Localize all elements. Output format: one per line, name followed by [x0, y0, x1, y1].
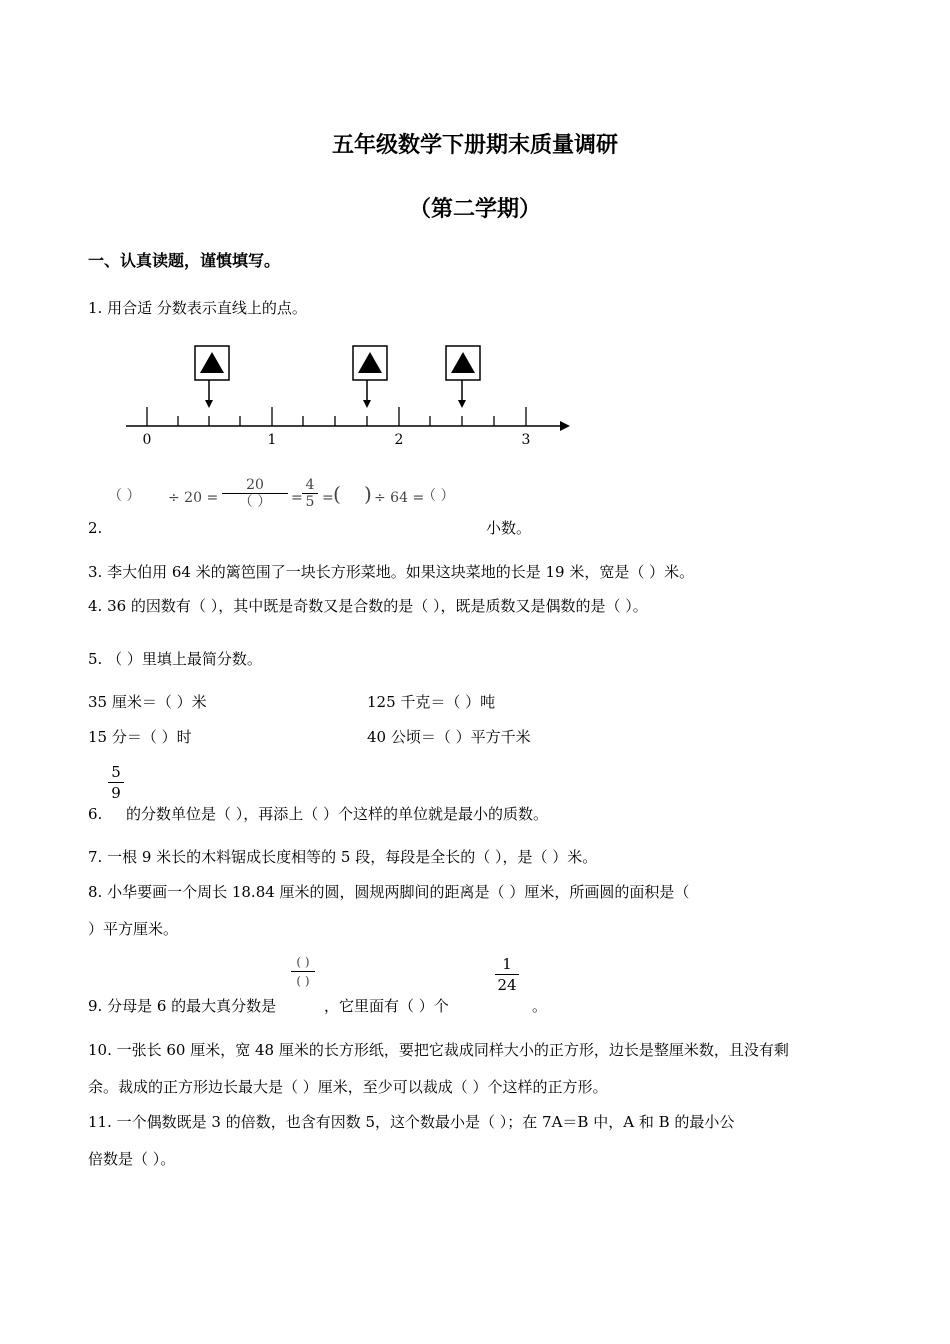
q5-item-3: 15 分＝（ ）时 [88, 728, 192, 746]
marker-box-1 [195, 346, 229, 408]
question-1: 1. 用合适 分数表示直线上的点。 [88, 299, 307, 317]
question-7: 7. 一根 9 米长的木料锯成长度相等的 5 段，每段是全长的（ ），是（ ）米。 [88, 848, 598, 866]
q9-blank-den: ( ) [291, 971, 315, 990]
tick-label-1: 1 [267, 432, 277, 448]
q2-blank-3: （ ） [422, 488, 455, 504]
question-3: 3. 李大伯用 64 米的篱笆围了一块长方形菜地。如果这块菜地的长是 19 米，宽是（ ）米。 [88, 563, 695, 581]
question-8-line-1: 8. 小华要画一个周长 18.84 厘米的圆，圆规两脚间的距离是（ ）厘米，所画圆的面积是（ [88, 883, 690, 901]
marker-box-3 [446, 346, 480, 408]
marker-box-2 [353, 346, 387, 408]
q2-f45-num: 4 [305, 477, 315, 493]
q2-eq1: = [291, 490, 303, 506]
q6-number: 6. [88, 805, 103, 823]
tick-label-3: 3 [521, 432, 531, 448]
question-5: 5. （ ）里填上最简分数。 [88, 650, 262, 668]
tick-label-2: 2 [394, 432, 404, 448]
q2-fraction-4-5 [302, 477, 318, 510]
q2-div20: ÷ 20 = [168, 490, 219, 506]
q2-f45-den: 5 [302, 493, 318, 510]
question-9-part-3: 。 [532, 997, 548, 1015]
question-4: 4. 36 的因数有（ ），其中既是奇数又是合数的是（ ），既是质数又是偶数的是（ ）。 [88, 597, 648, 615]
q2-paren-close: ) [364, 482, 372, 506]
q9-blank-fraction [291, 953, 315, 990]
question-11-line-2: 倍数是（ ）。 [88, 1150, 176, 1168]
q6-fraction-5-9 [108, 762, 124, 803]
q2-eq2: = [322, 490, 334, 506]
q5-item-2: 125 千克＝（ ）吨 [367, 693, 496, 711]
question-10-line-1: 10. 一张长 60 厘米，宽 48 厘米的长方形纸，要把它裁成同样大小的正方形，边长是整厘米数，且没有剩 [88, 1041, 789, 1059]
q9-f-num: 1 [502, 955, 512, 973]
number-line-ticks [147, 407, 526, 426]
section-heading: 一、认真读题，谨慎填写。 [88, 251, 281, 270]
q6-frac-den: 9 [108, 782, 124, 803]
q5-item-1: 35 厘米＝（ ）米 [88, 693, 207, 711]
q2-div64: ÷ 64 = [374, 490, 425, 506]
axis-arrow [560, 421, 570, 431]
q6-frac-num: 5 [111, 763, 121, 781]
question-11-line-1: 11. 一个偶数既是 3 的倍数，也含有因数 5，这个数最小是（ ）；在 7A＝B 中，A 和 B 的最小公 [88, 1113, 735, 1131]
number-line-figure [120, 340, 580, 450]
q5-item-4: 40 公顷＝（ ）平方千米 [367, 728, 531, 746]
question-10-line-2: 余。裁成的正方形边长最大是（ ）厘米，至少可以裁成（ ）个这样的正方形。 [88, 1078, 608, 1096]
q2-paren-open: ( [333, 482, 341, 506]
q9-fraction-1-24 [495, 954, 519, 995]
q2-number: 2. [88, 519, 103, 537]
q2-blank-1: （ ） [108, 488, 141, 504]
question-9-part-2: ，它里面有（ ）个 [324, 997, 449, 1015]
tick-label-0: 0 [142, 432, 152, 448]
q2-frac-den: （ ） [222, 493, 288, 510]
q2-fraction-20 [222, 477, 288, 510]
question-9-part-1: 9. 分母是 6 的最大真分数是 [88, 997, 277, 1015]
q9-blank-num: ( ) [296, 955, 310, 969]
question-8-line-2: ）平方厘米。 [88, 920, 179, 938]
question-6: 的分数单位是（ ），再添上（ ）个这样的单位就是最小的质数。 [126, 805, 549, 823]
q2-tail: 小数。 [486, 519, 532, 537]
page-title: 五年级数学下册期末质量调研 [331, 133, 618, 158]
page-subtitle: （第二学期） [408, 197, 541, 222]
q2-frac-num: 20 [246, 477, 264, 493]
q9-f-den: 24 [495, 974, 519, 995]
